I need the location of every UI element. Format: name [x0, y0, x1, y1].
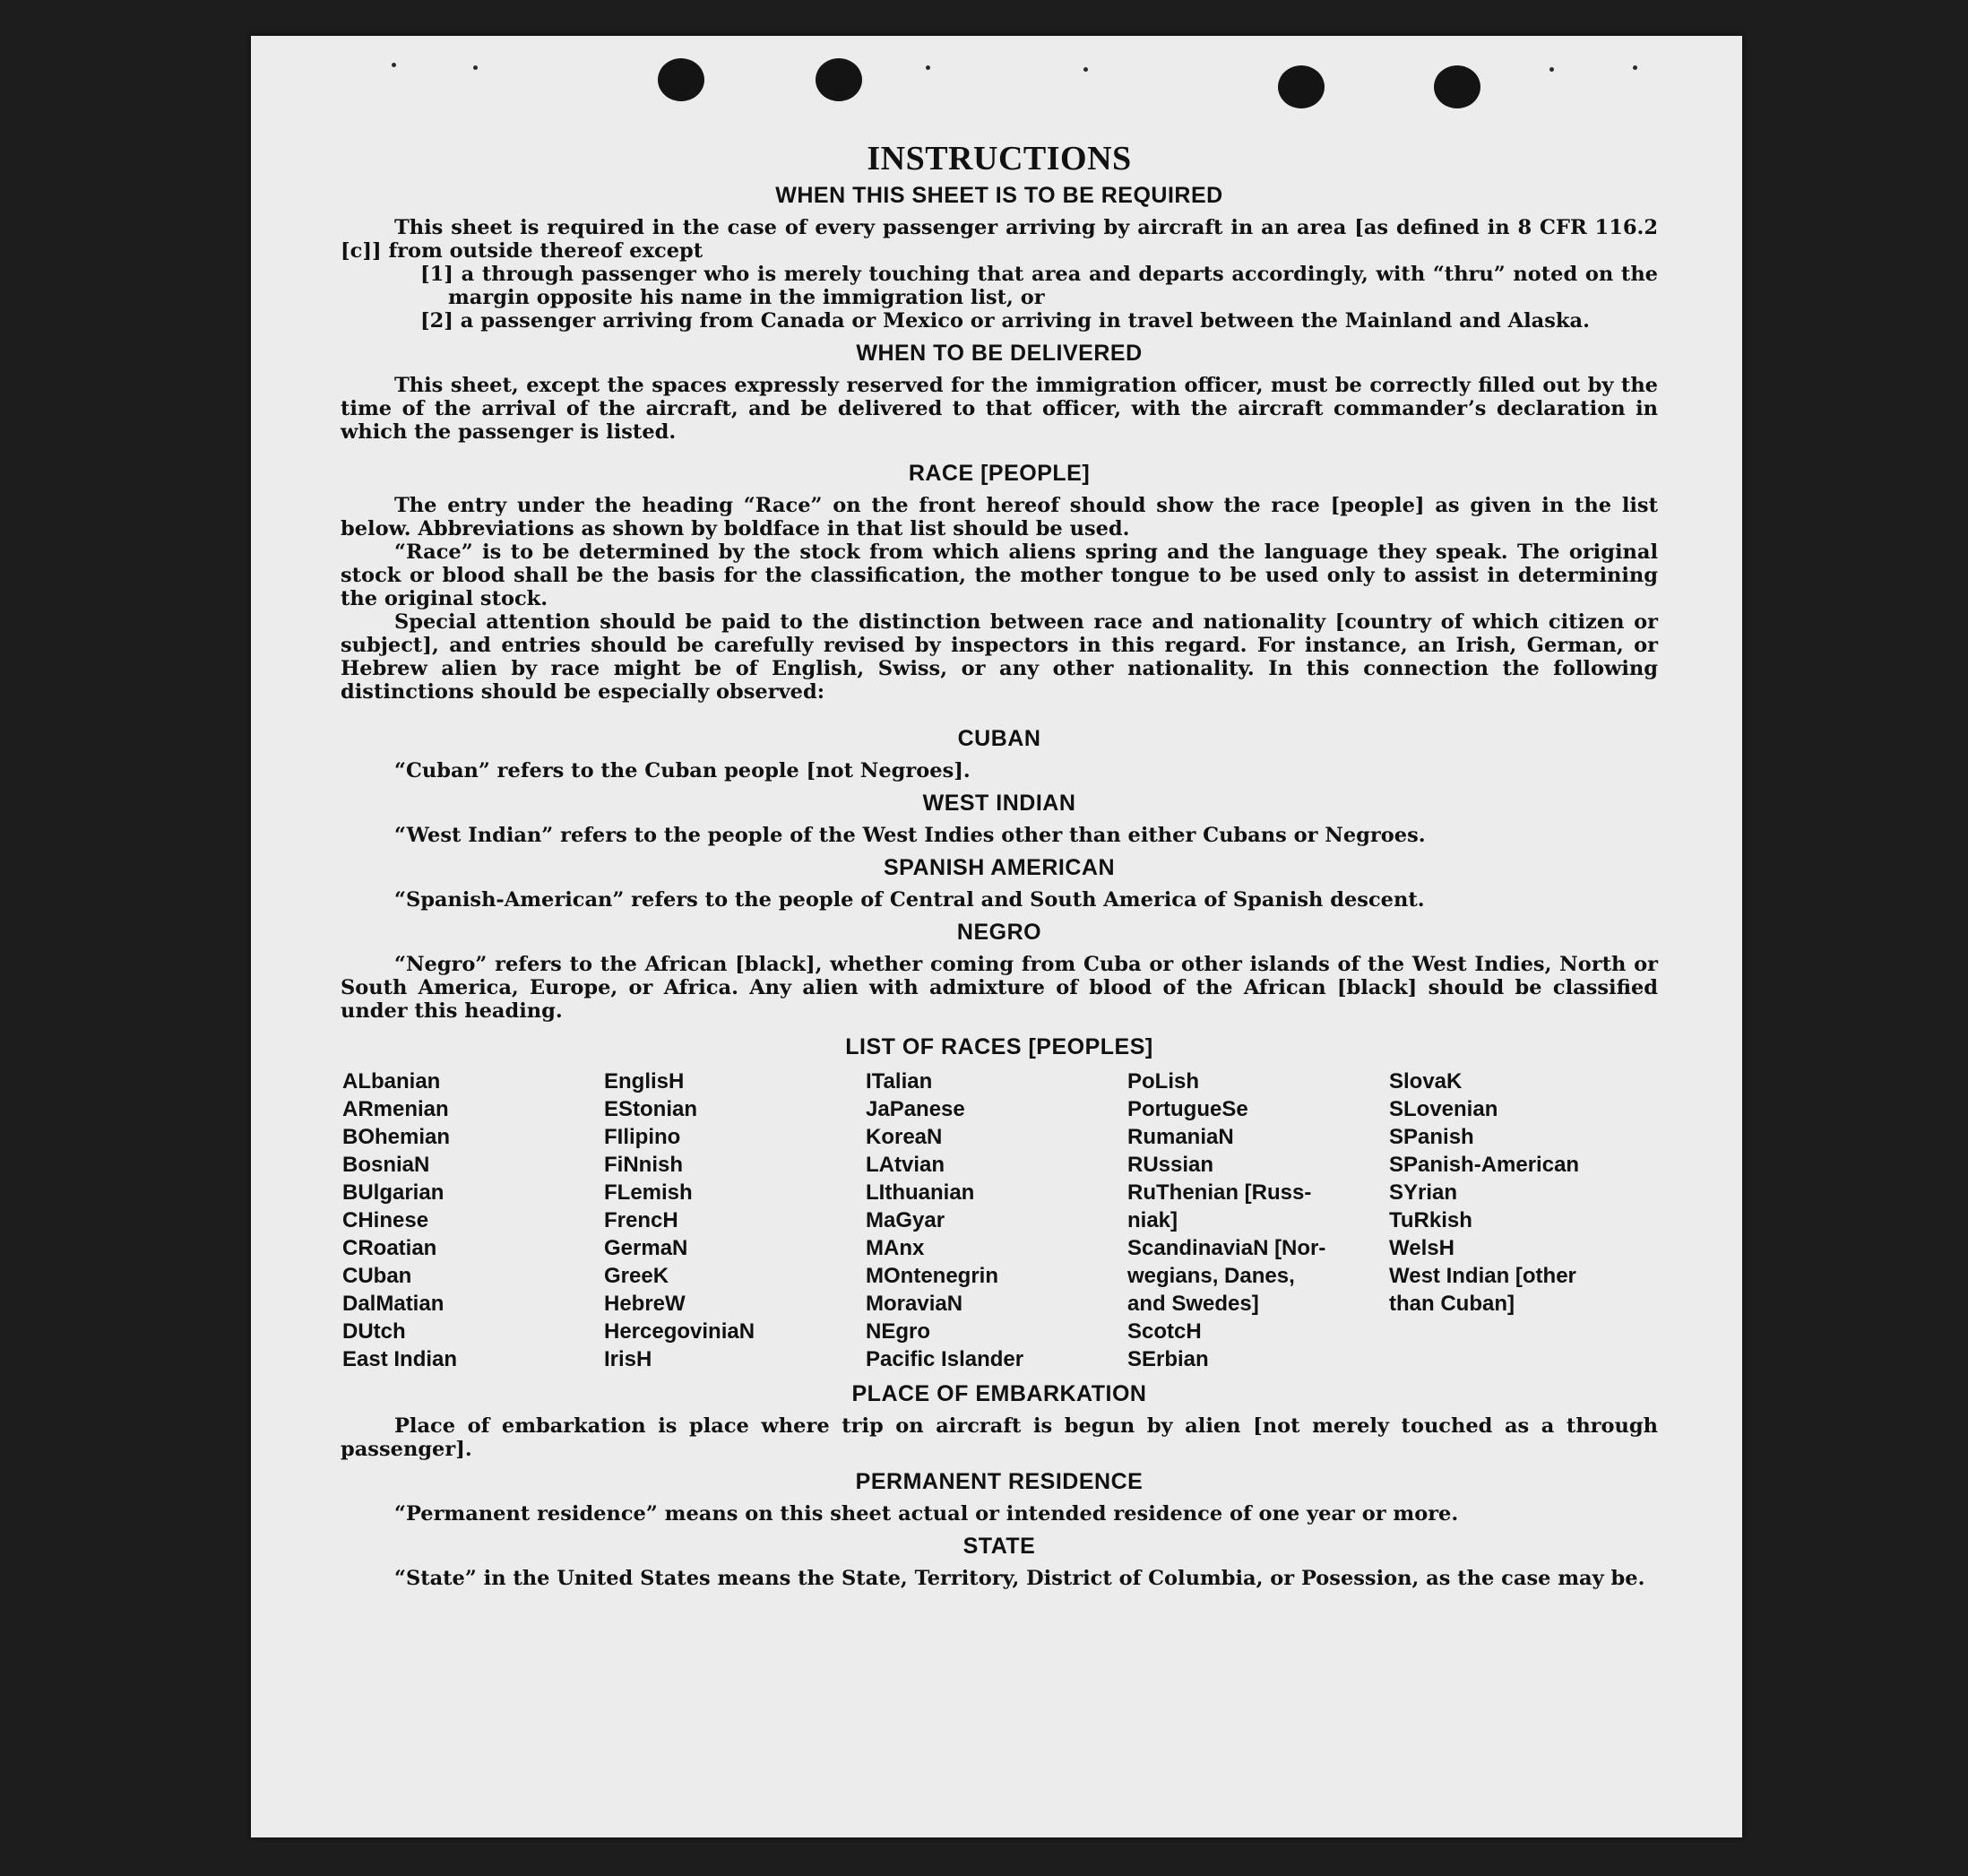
race-entry: KoreaN	[866, 1125, 943, 1149]
race-entry: ITalian	[866, 1069, 933, 1094]
heading-spanish-american: SPANISH AMERICAN	[883, 855, 1115, 880]
race-entry: MAnx	[866, 1236, 925, 1260]
race-entry: DalMatian	[342, 1292, 445, 1316]
race-entry: TuRkish	[1389, 1208, 1472, 1232]
race-entry: GermaN	[604, 1236, 688, 1260]
race-entry: HercegovinіaN	[604, 1319, 755, 1344]
race-entry: SYrian	[1389, 1180, 1458, 1205]
when-delivered-text: This sheet, except the spaces expressly reserved for the immigration officer, must be correctly filled out by the time of the arrival of the aircraft, and be delivered to that officer, with the aircraft commander’s declaration in which the passenger is listed.	[341, 374, 1658, 444]
race-entry: BosniaN	[342, 1153, 430, 1177]
race-entry: DUtch	[342, 1319, 406, 1344]
race-entry: ARmenian	[342, 1097, 449, 1121]
heading-cuban: CUBAN	[957, 726, 1041, 751]
race-entry: MaGyar	[866, 1208, 945, 1232]
heading-when-required: WHEN THIS SHEET IS TO BE REQUIRED	[775, 183, 1223, 208]
race-entry: FIlipino	[604, 1125, 681, 1149]
race-entry: SErbian	[1127, 1347, 1209, 1371]
race-entry: ScandinaviaN [Nor- wegians, Danes, and Swedes]	[1127, 1236, 1326, 1316]
race-entry: LIthuanian	[866, 1180, 975, 1205]
race-entry: PortugueSe	[1127, 1097, 1248, 1121]
races-column	[342, 1068, 604, 1373]
race-entry: MoraviaN	[866, 1292, 963, 1316]
race-entry: BOhemian	[342, 1125, 451, 1149]
heading-when-delivered: WHEN TO BE DELIVERED	[856, 341, 1143, 366]
race-entry: GreeK	[604, 1264, 669, 1288]
race-paragraph-1: The entry under the heading “Race” on the front hereof should show the race [people] as given in the list below. Abbreviations as shown by boldface in that list should be used.	[341, 494, 1658, 540]
race-entry: SLovenian	[1389, 1097, 1498, 1121]
races-column	[604, 1068, 866, 1373]
race-entry: East Indian	[342, 1347, 458, 1371]
race-entry: MOntenegrin	[866, 1264, 998, 1288]
race-entry: ScotcH	[1127, 1319, 1202, 1344]
punch-hole	[1278, 65, 1325, 108]
race-entry: FiNnish	[604, 1153, 683, 1177]
race-entry: EStonian	[604, 1097, 698, 1121]
when-required-item-1: [1] a through passenger who is merely touching that area and departs accordingly, with “thru” noted on the margin opposite his name in the immigration list, or	[420, 263, 1658, 309]
race-entry: Pacific Islander	[866, 1347, 1024, 1371]
heading-west-indian: WEST INDIAN	[922, 791, 1076, 816]
races-list	[342, 1068, 1658, 1373]
race-entry: West Indian [other than Cuban]	[1389, 1264, 1576, 1316]
heading-state: STATE	[962, 1534, 1036, 1559]
race-entry: SPanish-American	[1389, 1153, 1580, 1177]
speck	[473, 65, 478, 70]
heading-race: RACE [PEOPLE]	[908, 461, 1091, 486]
race-entry: FLemish	[604, 1180, 693, 1205]
races-column	[1127, 1068, 1389, 1373]
heading-negro: NEGRO	[956, 920, 1042, 945]
permanent-residence-text: “Permanent residence” means on this sheet actual or intended residence of one year or more.	[394, 1502, 1459, 1526]
state-text: “State” in the United States means the State, Territory, District of Columbia, or Posession, as the case may be.	[394, 1567, 1645, 1590]
race-entry: CUban	[342, 1264, 412, 1288]
race-entry: ALbanian	[342, 1069, 441, 1094]
speck	[1549, 67, 1554, 72]
race-entry: HebreW	[604, 1292, 686, 1316]
spanish-american-text: “Spanish-American” refers to the people of Central and South America of Spanish descent.	[394, 888, 1425, 912]
heading-permanent-residence: PERMANENT RESIDENCE	[855, 1469, 1144, 1494]
race-entry: CHinese	[342, 1208, 429, 1232]
race-entry: FrencH	[604, 1208, 678, 1232]
race-entry: RumaniaN	[1127, 1125, 1234, 1149]
speck	[926, 65, 930, 70]
race-paragraph-2: “Race” is to be determined by the stock from which aliens spring and the language they speak. The original stock or blood shall be the basis for the classification, the mother tongue to be used only to assist in determining the original stock.	[341, 540, 1658, 610]
negro-text: “Negro” refers to the African [black], whether coming from Cuba or other islands of the West Indies, North or South America, Europe, or Africa. Any alien with admixture of blood of the African [black] should be classified under this heading.	[341, 953, 1658, 1023]
document-title: INSTRUCTIONS	[867, 140, 1132, 177]
race-entry: PoLish	[1127, 1069, 1200, 1094]
race-entry: JaPanese	[866, 1097, 965, 1121]
race-entry: CRoatian	[342, 1236, 437, 1260]
speck	[1083, 67, 1088, 72]
race-entry: BUlgarian	[342, 1180, 445, 1205]
speck	[1633, 65, 1637, 70]
punch-hole	[658, 58, 704, 101]
races-column	[866, 1068, 1127, 1373]
race-entry: LAtvian	[866, 1153, 945, 1177]
embarkation-text: Place of embarkation is place where trip on aircraft is begun by alien [not merely touched as a through passenger].	[341, 1414, 1658, 1461]
speck	[392, 63, 396, 67]
when-required-item-2: [2] a passenger arriving from Canada or Mexico or arriving in travel between the Mainland and Alaska.	[420, 309, 1590, 333]
race-entry: IrisH	[604, 1347, 652, 1371]
race-entry: RuThenian [Russ- niak]	[1127, 1180, 1312, 1232]
race-entry: SlovaK	[1389, 1069, 1463, 1094]
punch-hole	[1434, 65, 1480, 108]
race-entry: RUssian	[1127, 1153, 1214, 1177]
west-indian-text: “West Indian” refers to the people of the West Indies other than either Cubans or Negroes.	[394, 824, 1426, 847]
heading-list-of-races: LIST OF RACES [PEOPLES]	[845, 1034, 1153, 1059]
race-entry: SPanish	[1389, 1125, 1474, 1149]
heading-embarkation: PLACE OF EMBARKATION	[851, 1381, 1147, 1406]
cuban-text: “Cuban” refers to the Cuban people [not Negroes].	[394, 759, 971, 782]
races-column	[1389, 1068, 1651, 1373]
race-entry: EnglisH	[604, 1069, 685, 1094]
document-body	[341, 139, 1658, 1590]
when-required-intro: This sheet is required in the case of every passenger arriving by aircraft in an area [as defined in 8 CFR 116.2 [c]] from outside thereof except	[341, 216, 1658, 263]
race-paragraph-3: Special attention should be paid to the distinction between race and nationality [country of which citizen or subject], and entries should be carefully revised by inspectors in this regard. For instance, an Irish, German, or Hebrew alien by race might be of English, Swiss, or any other nationality. In this connection the following distinctions should be especially observed:	[341, 610, 1658, 704]
instruction-sheet	[251, 36, 1742, 1837]
race-entry: NEgro	[866, 1319, 930, 1344]
punch-hole	[816, 58, 862, 101]
race-entry: WelsH	[1389, 1236, 1454, 1260]
